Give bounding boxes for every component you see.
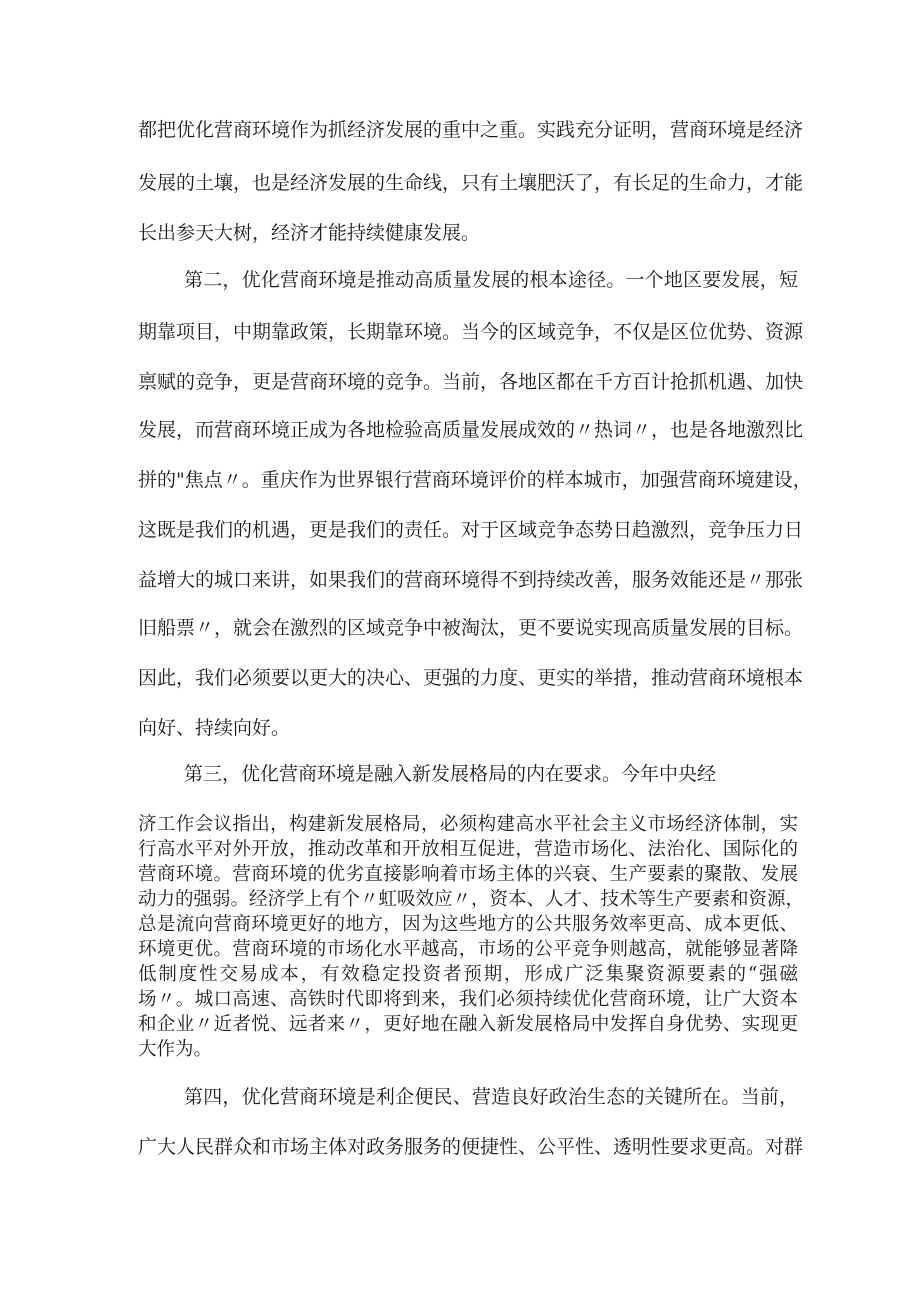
paragraph-3-line-9: 场〃。城口高速、高铁时代即将到来，我们必须持续优化营商环境，让广大资本 xyxy=(138,989,798,1010)
paragraph-3-line-10: 和企业〃近者悦、远者来〃，更好地在融入新发展格局中发挥自身优势、实现更 xyxy=(138,1014,798,1035)
paragraph-2-line-2: 期靠项目，中期靠政策，长期靠环境。当今的区域竞争，不仅是区位优势、资源 xyxy=(138,321,804,343)
paragraph-3-line-3: 行高水平对外开放，推动改革和开放相互促进，营造市场化、法治化、国际化的 xyxy=(138,839,798,860)
paragraph-2-line-6: 这既是我们的机遇，更是我们的责任。对于区域竞争态势日趋激烈，竞争压力日 xyxy=(138,519,804,541)
paragraph-3-line-8: 低制度性交易成本，有效稳定投资者预期，形成广泛集聚资源要素的“强磁 xyxy=(138,964,798,985)
paragraph-1-line-1: 都把优化营商环境作为抓经济发展的重中之重。实践充分证明，营商环境是经济 xyxy=(138,119,804,141)
paragraph-4-line-2: 广大人民群众和市场主体对政务服务的便捷性、公平性、透明性要求更高。对群 xyxy=(138,1136,804,1158)
paragraph-2-line-8: 旧船票〃，就会在激烈的区域竞争中被淘汰，更不要说实现高质量发展的目标。 xyxy=(138,617,804,639)
paragraph-1-line-2: 发展的土壤，也是经济发展的生命线，只有土壤肥沃了，有长足的生命力，才能 xyxy=(138,172,804,194)
paragraph-3-line-5: 动力的强弱。经济学上有个〃虹吸效应〃，资本、人才、技术等生产要素和资源， xyxy=(138,889,805,910)
paragraph-2-line-7: 益增大的城口来讲，如果我们的营商环境得不到持续改善，服务效能还是〃那张 xyxy=(138,569,804,591)
paragraph-2-line-5: 拼的"焦点〃。重庆作为世界银行营商环境评价的样本城市，加强营商环境建设， xyxy=(138,469,812,491)
paragraph-3-line-7: 环境更优。营商环境的市场化水平越高，市场的公平竞争则越高，就能够显著降 xyxy=(138,939,798,960)
paragraph-3-line-2: 济工作会议指出，构建新发展格局，必须构建高水平社会主义市场经济体制，实 xyxy=(138,814,798,835)
paragraph-2-line-4: 发展，而营商环境正成为各地检验高质量发展成效的〃热词〃，也是各地激烈比 xyxy=(138,419,804,441)
paragraph-3-line-6: 总是流向营商环境更好的地方，因为这些地方的公共服务效率更高、成本更低、 xyxy=(138,914,798,935)
paragraph-3-line-4: 营商环境。营商环境的优劣直接影响着市场主体的兴衰、生产要素的聚散、发展 xyxy=(138,864,798,885)
paragraph-2-line-1: 第二，优化营商环境是推动高质量发展的根本途径。一个地区要发展，短 xyxy=(184,269,798,291)
paragraph-3-line-1: 第三，优化营商环境是融入新发展格局的内在要求。今年中央经 xyxy=(184,763,717,785)
paragraph-2-line-3: 禀赋的竞争，更是营商环境的竞争。当前，各地区都在千方百计抢抓机遇、加快 xyxy=(138,371,804,393)
paragraph-1-line-3: 长出参天大树，经济才能持续健康发展。 xyxy=(138,222,481,244)
paragraph-4-line-1: 第四，优化营商环境是利企便民、营造良好政治生态的关键所在。当前， xyxy=(184,1086,798,1108)
paragraph-3-line-11: 大作为。 xyxy=(138,1039,213,1060)
paragraph-2-line-9: 因此，我们必须要以更大的决心、更强的力度、更实的举措，推动营商环境根本 xyxy=(138,667,804,689)
paragraph-2-line-10: 向好、持续向好。 xyxy=(138,717,291,739)
